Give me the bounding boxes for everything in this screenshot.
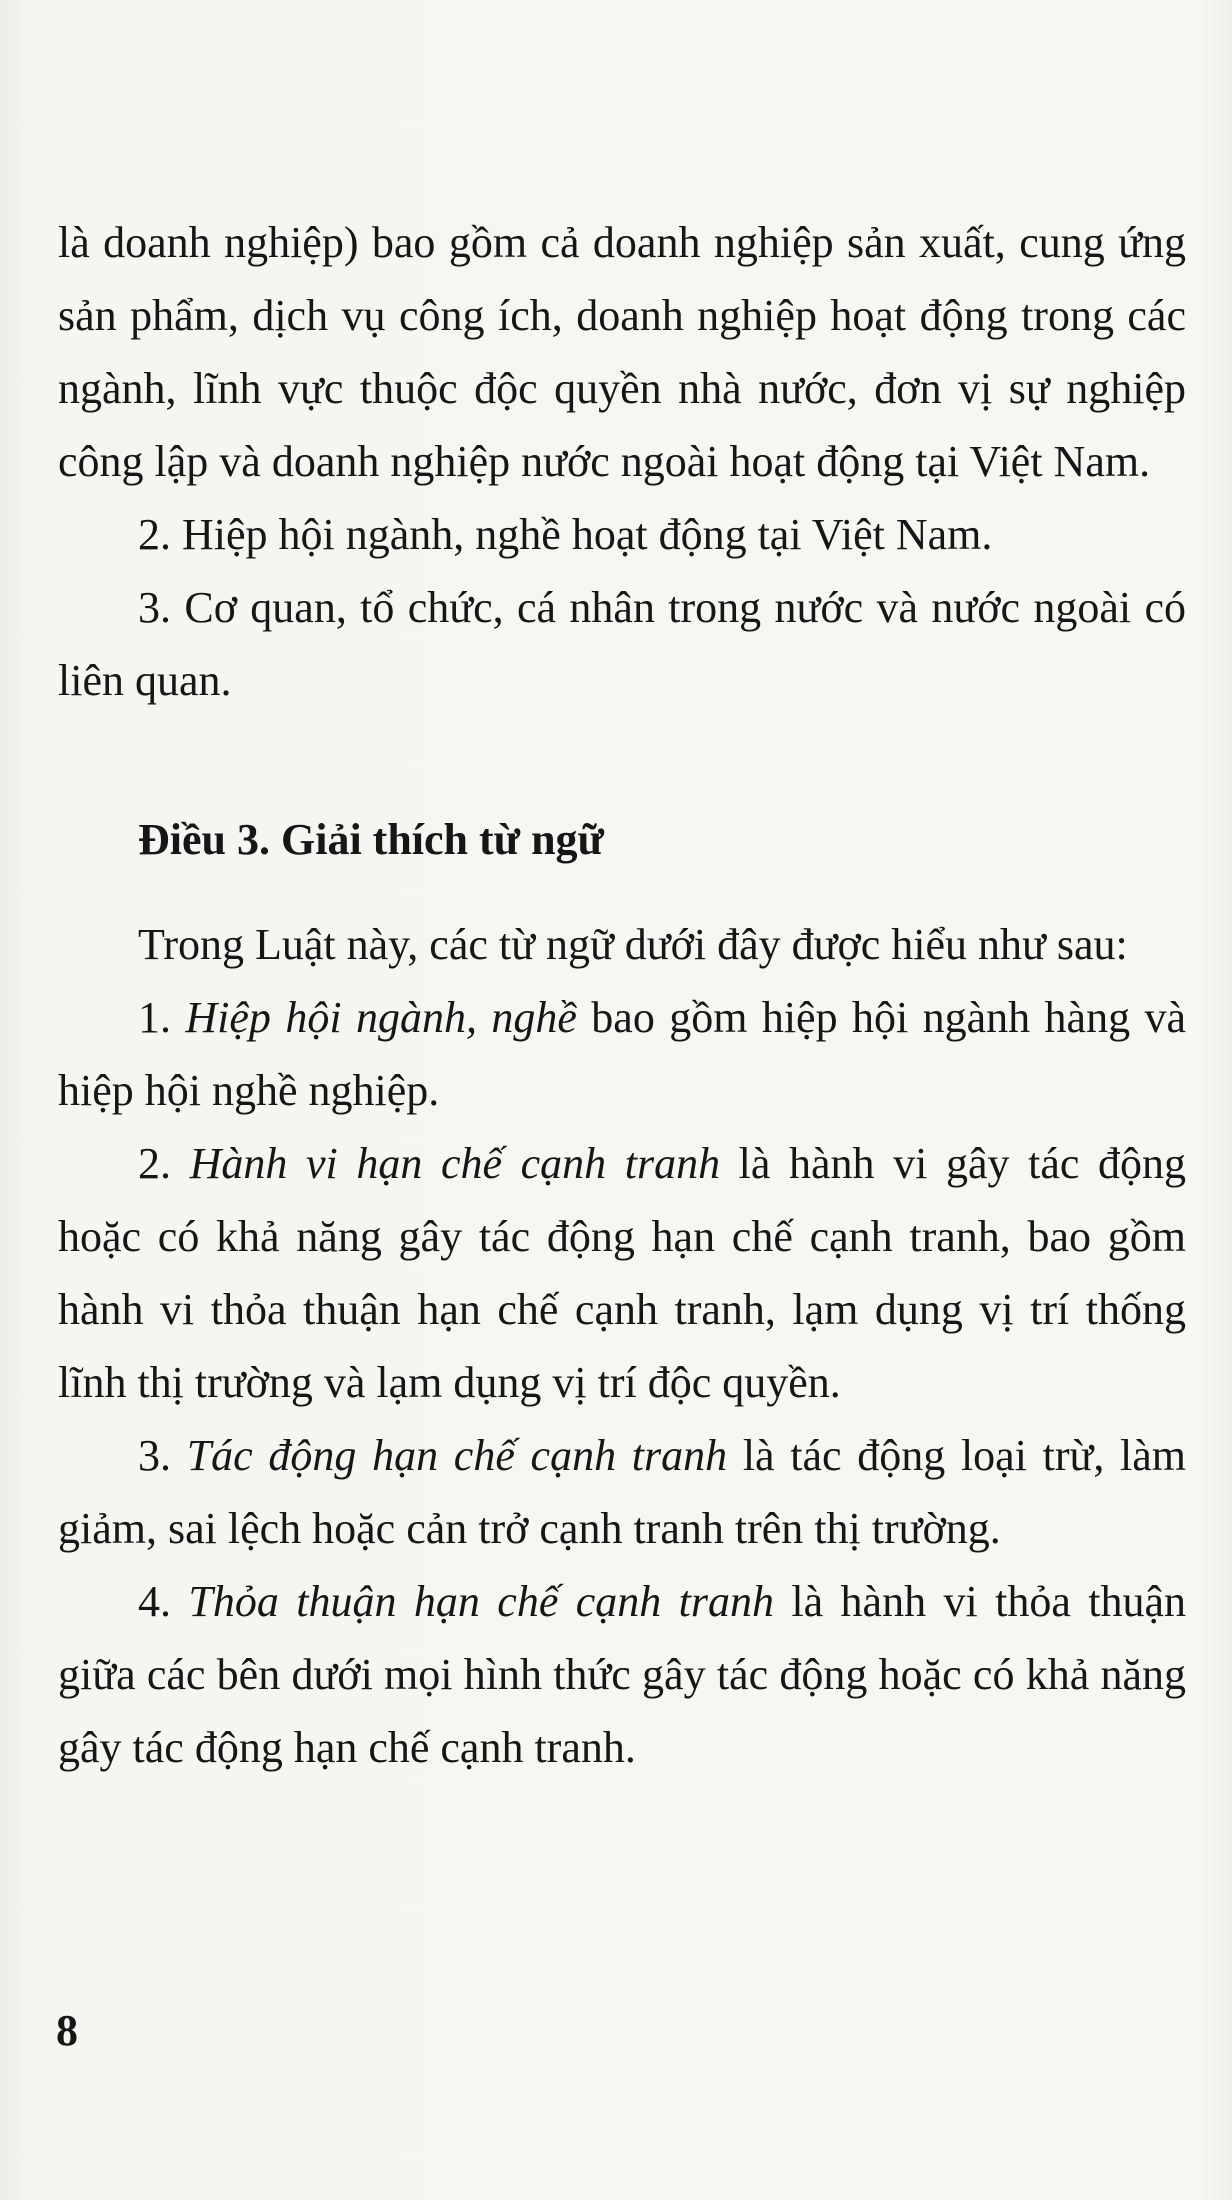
definition-term: Tác động hạn chế cạnh tranh	[186, 1431, 728, 1480]
intro-paragraph: Trong Luật này, các từ ngữ dưới đây được hiểu như sau:	[138, 920, 1128, 969]
page-number: 8	[56, 2006, 78, 2055]
definition-2	[58, 1127, 1186, 1419]
definition-text: là hành vi thỏa thuận giữa các bên dưới mọi hình thức gây tác động hoặc có khả năng gây tác động hạn chế cạnh tranh.	[58, 1577, 1187, 1772]
definition-4	[58, 1565, 1186, 1784]
article-heading: Điều 3. Giải thích từ ngữ	[138, 815, 604, 864]
definition-term: Hiệp hội ngành, nghề	[185, 993, 577, 1042]
definition-term: Hành vi hạn chế cạnh tranh	[189, 1139, 721, 1188]
definition-text: là hành vi gây tác động hoặc có khả năng gây tác động hạn chế cạnh tranh, bao gồm hành vi thỏa thuận hạn chế cạnh tranh, lạm dụng vị trí thống lĩnh thị trường và lạm dụng vị trí độc quyền.	[58, 1139, 1187, 1407]
definition-number: 1.	[138, 993, 186, 1042]
definition-term: Thỏa thuận hạn chế cạnh tranh	[188, 1577, 775, 1626]
list-item-3: 3. Cơ quan, tổ chức, cá nhân trong nước và nước ngoài có liên quan.	[58, 583, 1186, 705]
definition-text: bao gồm hiệp hội ngành hàng và hiệp hội nghề nghiệp.	[58, 993, 1186, 1115]
body-text-definitions	[58, 908, 1186, 1784]
body-text-top	[58, 206, 1186, 717]
definition-text: là tác động loại trừ, làm giảm, sai lệch hoặc cản trở cạnh tranh trên thị trường.	[58, 1431, 1187, 1553]
definition-number: 4.	[138, 1577, 189, 1626]
definition-1	[58, 981, 1186, 1127]
definition-number: 2.	[138, 1139, 190, 1188]
paragraph-continued: là doanh nghiệp) bao gồm cả doanh nghiệp sản xuất, cung ứng sản phẩm, dịch vụ công ích, doanh nghiệp hoạt động trong các ngành, lĩnh vực thuộc độc quyền nhà nước, đơn vị sự nghiệp công lập và doanh nghiệp nước ngoài hoạt động tại Việt Nam.	[58, 218, 1186, 486]
definition-3	[58, 1419, 1186, 1565]
list-item-2: 2. Hiệp hội ngành, nghề hoạt động tại Việt Nam.	[138, 510, 993, 559]
definition-number: 3.	[138, 1431, 187, 1480]
